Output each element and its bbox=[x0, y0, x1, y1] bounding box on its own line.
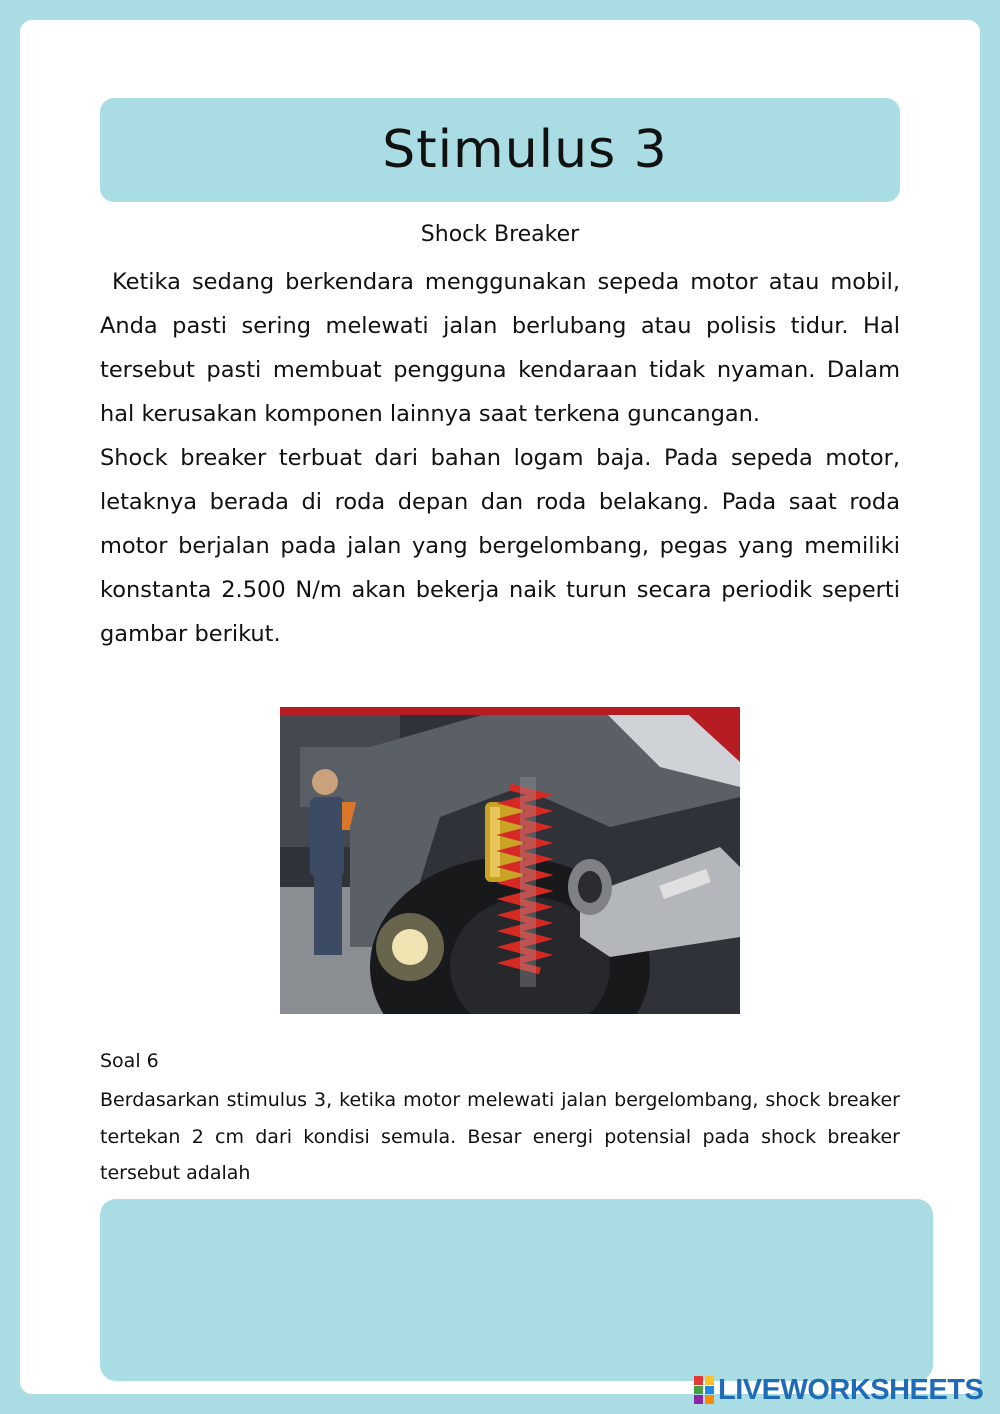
stimulus-passage bbox=[100, 260, 900, 656]
page-title: Stimulus 3 bbox=[382, 120, 668, 180]
title-banner bbox=[100, 98, 900, 202]
question-text bbox=[100, 1082, 900, 1192]
passage-paragraph: Ketika sedang berkendara menggunakan sepeda motor atau mobil, Anda pasti sering melewati jalan berlubang atau polisis tidur. Hal tersebut pasti membuat pengguna kendaraan tidak nyaman. Dalam hal kerusakan komponen lainnya saat terkena guncangan. bbox=[100, 269, 900, 427]
passage-paragraph: Shock breaker terbuat dari bahan logam baja. Pada sepeda motor, letaknya berada di roda depan dan roda belakang. Pada saat roda motor berjalan pada jalan yang bergelombang, pegas yang memiliki konstanta 2.500 N/m akan bekerja naik turun secara periodik seperti gambar berikut. bbox=[100, 445, 900, 647]
answer-input-box[interactable] bbox=[100, 1199, 933, 1381]
brand-name: LIVEWORKSHEETS bbox=[718, 1373, 984, 1406]
shock-absorber-photo bbox=[280, 707, 740, 1014]
liveworksheets-logo[interactable] bbox=[694, 1373, 983, 1407]
article-subtitle: Shock Breaker bbox=[420, 222, 580, 247]
question-body: Berdasarkan stimulus 3, ketika motor melewati jalan bergelombang, shock breaker tertekan 2 cm dari kondisi semula. Besar energi potensial pada shock breaker tersebut adalah bbox=[100, 1089, 900, 1184]
liveworksheets-logo-icon bbox=[694, 1376, 714, 1404]
question-label: Soal 6 bbox=[100, 1050, 159, 1072]
